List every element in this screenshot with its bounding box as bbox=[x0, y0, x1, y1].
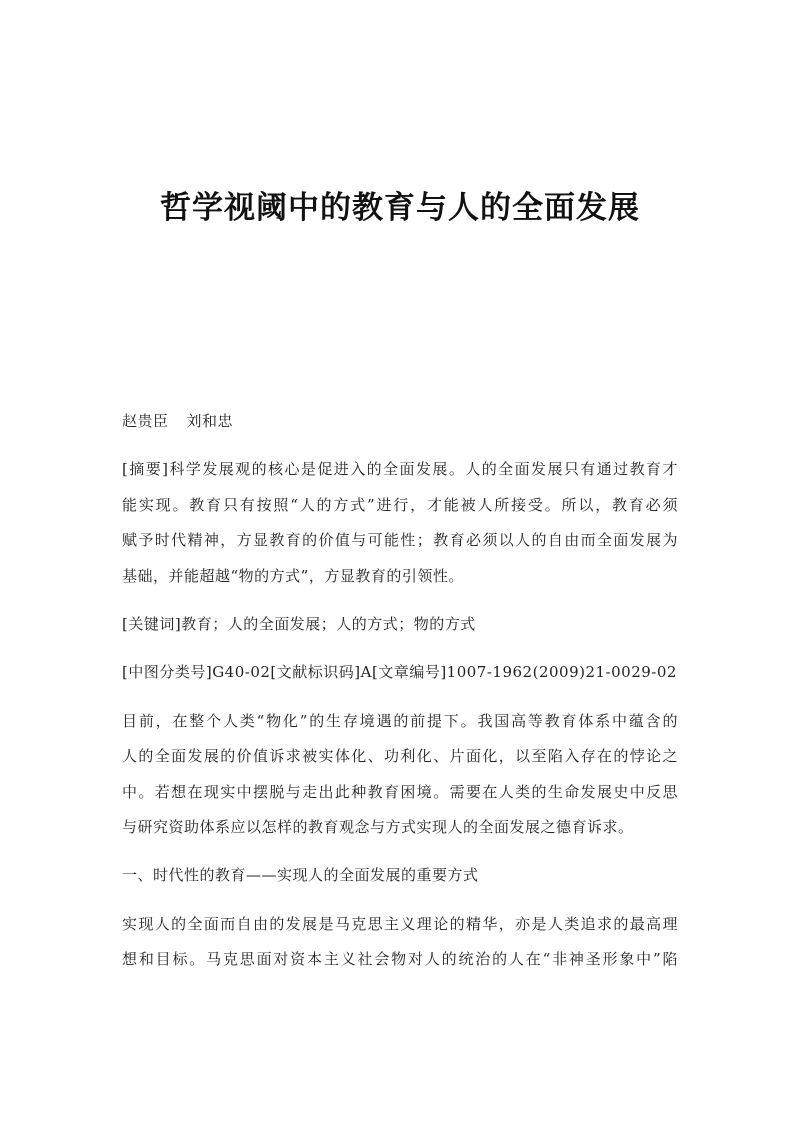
author-name: 刘和忠 bbox=[186, 412, 234, 430]
keywords-line: [关键词]教育；人的全面发展；人的方式；物的方式 bbox=[122, 615, 476, 634]
section-line: 实现人的全面而自由的发展是马克思主义理论的精华，亦是人类追求的最高理 bbox=[122, 914, 678, 933]
article-title: 哲学视阈中的教育与人的全面发展 bbox=[160, 190, 640, 226]
author-name: 赵贵臣 bbox=[122, 412, 169, 430]
abstract-line: [摘要]科学发展观的核心是促进入的全面发展。人的全面发展只有通过教育才 bbox=[122, 460, 678, 479]
intro-line: 与研究资助体系应以怎样的教育观念与方式实现人的全面发展之德育诉求。 bbox=[122, 818, 634, 837]
section-line: 想和目标。马克思面对资本主义社会物对人的统治的人在“非神圣形象中”陷 bbox=[122, 950, 678, 969]
intro-line: 目前，在整个人类“物化”的生存境遇的前提下。我国高等教育体系中蕴含的 bbox=[122, 711, 678, 730]
author-line bbox=[122, 404, 678, 440]
section-heading: 一、时代性的教育——实现人的全面发展的重要方式 bbox=[122, 866, 479, 885]
article-body bbox=[122, 404, 678, 991]
abstract-line: 能实现。教育只有按照“人的方式”进行，才能被人所接受。所以，教育必须 bbox=[122, 495, 678, 514]
intro-line: 中。若想在现实中摆脱与走出此种教育困境。需要在人类的生命发展史中反思 bbox=[122, 782, 678, 801]
intro-line: 人的全面发展的价值诉求被实体化、功利化、片面化，以至陷入存在的悖论之 bbox=[122, 747, 678, 766]
classification-line: [中图分类号]G40-02[文献标识码]A[文章编号]1007-1962(2009)21-0029-02 bbox=[122, 663, 677, 682]
classification-paragraph bbox=[122, 655, 678, 691]
section-heading-paragraph bbox=[122, 858, 678, 894]
intro-paragraph bbox=[122, 704, 678, 846]
abstract-paragraph bbox=[122, 452, 678, 594]
section-paragraph bbox=[122, 907, 678, 978]
keywords-paragraph bbox=[122, 607, 678, 643]
author-names bbox=[122, 404, 678, 440]
abstract-line: 基础，并能超越“物的方式”，方显教育的引领性。 bbox=[122, 566, 464, 585]
abstract-line: 赋予时代精神，方显教育的价值与可能性；教育必须以人的自由而全面发展为 bbox=[122, 531, 678, 550]
